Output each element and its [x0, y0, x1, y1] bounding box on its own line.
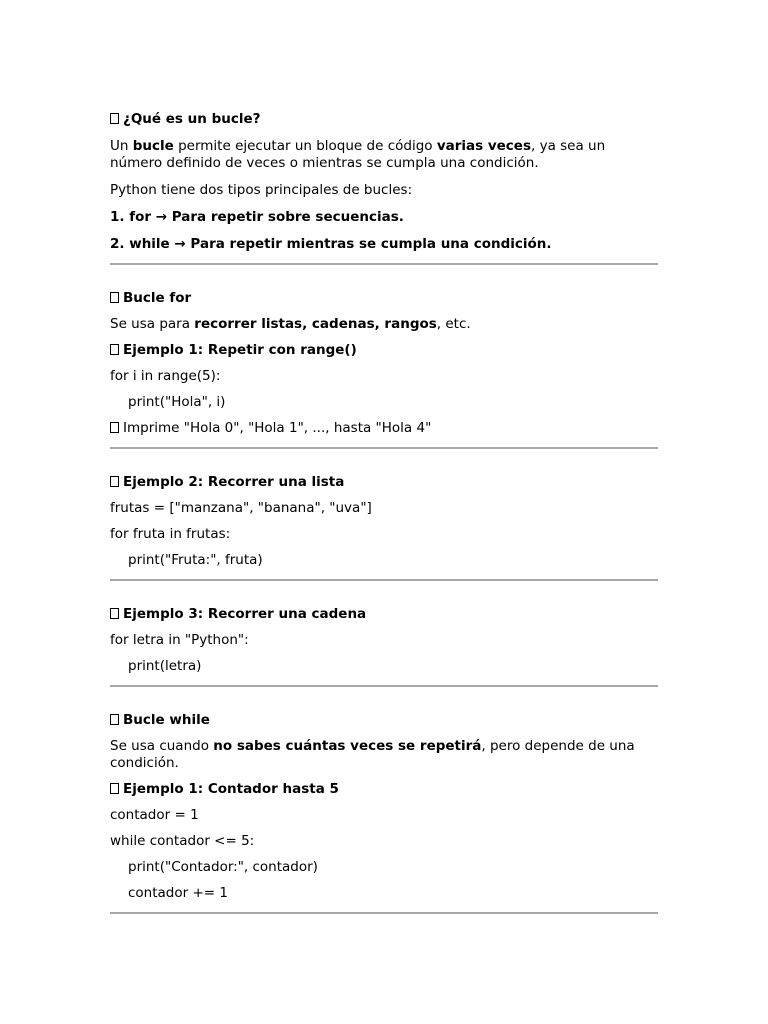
- code-line: while contador <= 5:: [110, 833, 255, 849]
- missing-glyph-icon: [110, 422, 119, 433]
- missing-glyph-icon: [110, 292, 119, 303]
- divider: [110, 912, 658, 914]
- section-heading-ejemplo-2: [110, 474, 658, 491]
- divider: [110, 579, 658, 581]
- note-text: Imprime "Hola 0", "Hola 1", ..., hasta "Hola 4": [123, 420, 432, 436]
- section-heading-bucle-for: [110, 290, 658, 307]
- code-line: print("Hola", i): [128, 394, 226, 410]
- text: , ya sea un número definido de veces o mientras se cumpla una condición.: [110, 138, 606, 171]
- example-heading-range: [110, 342, 658, 359]
- paragraph-bucle-definition: [110, 138, 658, 172]
- text: Se usa cuando: [110, 738, 214, 754]
- section-heading-bucle-while: [110, 712, 658, 729]
- bold-text: bucle: [132, 138, 174, 154]
- note-line: [110, 420, 658, 437]
- code-line: print(letra): [128, 658, 202, 674]
- section-heading-ejemplo-3: [110, 606, 658, 623]
- heading-text: ¿Qué es un bucle?: [123, 111, 261, 127]
- code-line: frutas = ["manzana", "banana", "uva"]: [110, 500, 372, 516]
- missing-glyph-icon: [110, 476, 119, 487]
- bold-text: no sabes cuántas veces se repetirá: [213, 738, 482, 754]
- text: Se usa para: [110, 316, 195, 332]
- code-line: for fruta in frutas:: [110, 526, 231, 542]
- code-line: contador = 1: [110, 807, 199, 823]
- paragraph-tipos: Python tiene dos tipos principales de bucles:: [110, 182, 413, 198]
- code-line: for letra in "Python":: [110, 632, 249, 648]
- missing-glyph-icon: [110, 113, 119, 124]
- divider: [110, 685, 658, 687]
- heading-text: Bucle while: [123, 712, 210, 728]
- text: permite ejecutar un bloque de código: [173, 138, 437, 154]
- document-page: [110, 0, 658, 914]
- text: , pero depende de una condición.: [110, 738, 635, 771]
- missing-glyph-icon: [110, 783, 119, 794]
- missing-glyph-icon: [110, 344, 119, 355]
- heading-text: Ejemplo 2: Recorrer una lista: [123, 474, 345, 490]
- heading-text: Ejemplo 3: Recorrer una cadena: [123, 606, 367, 622]
- heading-text: Bucle for: [123, 290, 192, 306]
- code-line: print("Fruta:", fruta): [128, 552, 263, 568]
- divider: [110, 447, 658, 449]
- paragraph-while-usage: [110, 738, 658, 772]
- code-line: contador += 1: [128, 885, 228, 901]
- paragraph-for-usage: [110, 316, 658, 333]
- missing-glyph-icon: [110, 714, 119, 725]
- heading-text: Ejemplo 1: Contador hasta 5: [123, 781, 339, 797]
- text: , etc.: [436, 316, 471, 332]
- text: Un: [110, 138, 133, 154]
- missing-glyph-icon: [110, 608, 119, 619]
- code-line: for i in range(5):: [110, 368, 221, 384]
- list-item-for: 1. for → Para repetir sobre secuencias.: [110, 209, 404, 225]
- code-line: print("Contador:", contador): [128, 859, 318, 875]
- list-item-while: 2. while → Para repetir mientras se cumpla una condición.: [110, 236, 552, 252]
- example-heading-contador: [110, 781, 658, 798]
- section-heading-que-es-bucle: [110, 111, 658, 128]
- heading-text: Ejemplo 1: Repetir con range(): [123, 342, 357, 358]
- divider: [110, 263, 658, 265]
- bold-text: varias veces: [436, 138, 532, 154]
- bold-text: recorrer listas, cadenas, rangos: [194, 316, 437, 332]
